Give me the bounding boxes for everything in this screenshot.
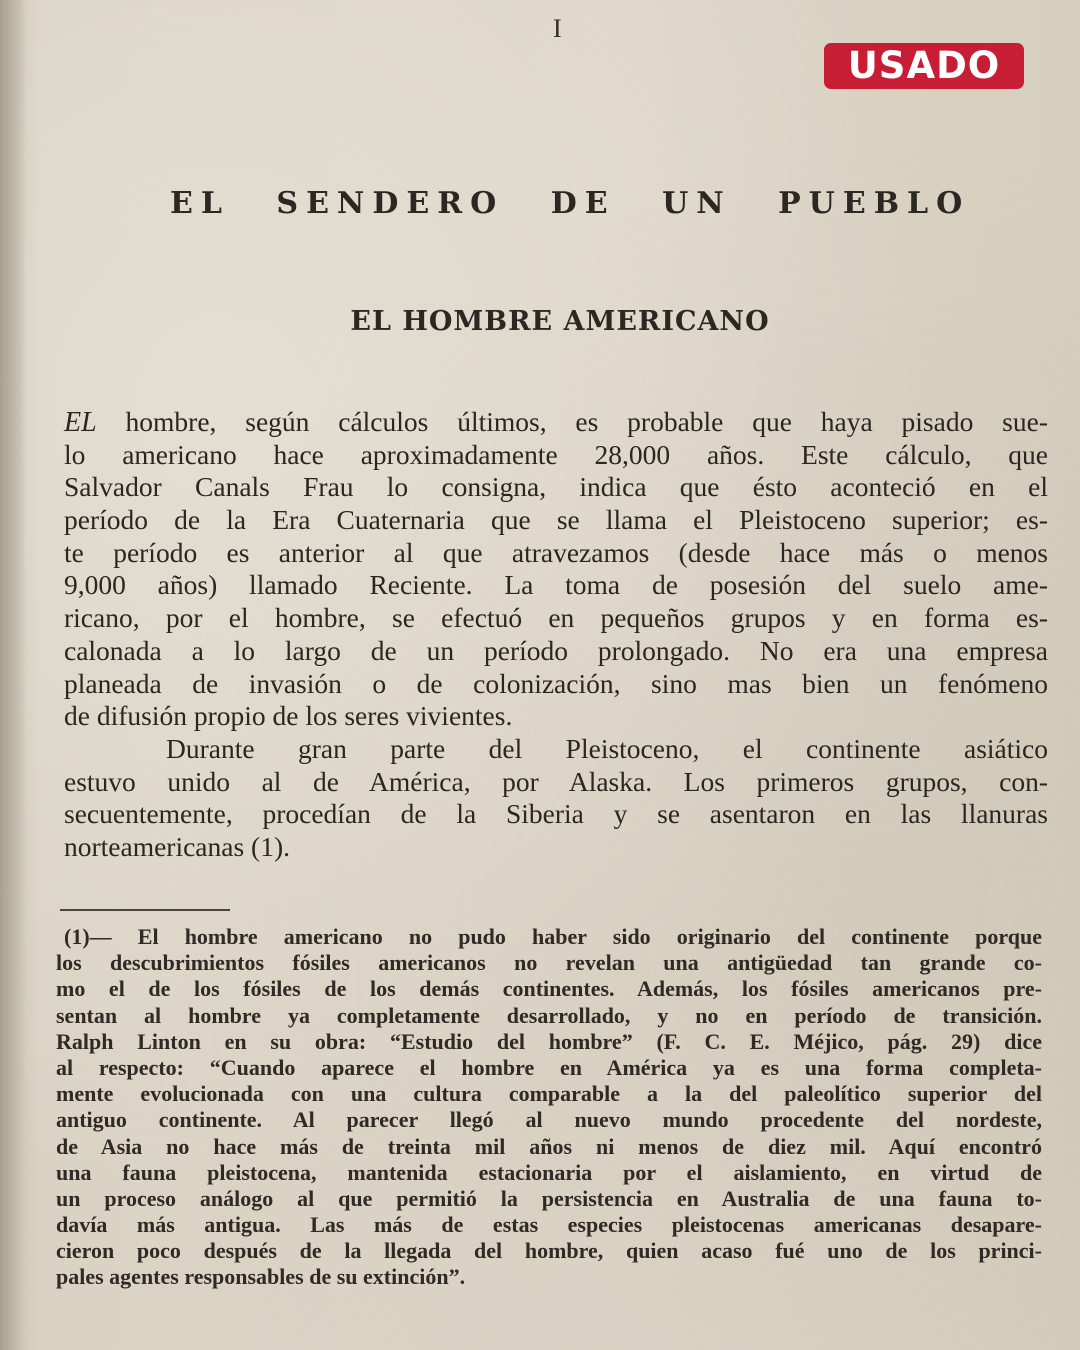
body-line: período de la Era Cuaternaria que se llama el Pleistoceno superior; es-: [64, 504, 1048, 536]
section-subtitle: EL HOMBRE AMERICANO: [350, 306, 770, 337]
footnote-line: pales agentes responsables de su extinción”.: [56, 1264, 466, 1290]
footnote-line: davía más antigua. Las más de estas especies pleistocenas americanas desapare-: [56, 1212, 1042, 1238]
footnote-divider: [60, 909, 230, 911]
footnote-line: sentan al hombre ya completamente desarrollado, y no en período de transición.: [56, 1002, 1042, 1028]
body-line: ricano, por el hombre, se efectuó en pequeños grupos y en forma es-: [64, 602, 1048, 634]
footnote-line: de Asia no hace más de treinta mil años ni menos de diez mil. Aquí encontró: [56, 1133, 1042, 1159]
body-line: secuentemente, procedían de la Siberia y se asentaron en las llanuras: [64, 798, 1048, 830]
footnote-line: los descubrimientos fósiles americanos no revelan una antigüedad tan grande co-: [56, 950, 1042, 976]
chapter-number: I: [553, 14, 562, 43]
body-line: estuvo unido al de América, por Alaska. Los primeros grupos, con-: [64, 765, 1048, 797]
body-line: norteamericanas (1).: [64, 830, 290, 862]
footnote-line: (1)— El hombre americano no pudo haber sido originario del continente porque: [64, 924, 1042, 949]
body-line: Salvador Canals Frau lo consigna, indica que ésto aconteció en el: [64, 471, 1048, 503]
footnote-line: antiguo continente. Al parecer llegó al nuevo mundo procedente del nordeste,: [56, 1107, 1042, 1133]
page-binding-edge: [0, 0, 26, 1350]
body-line: planeada de invasión o de colonización, sino mas bien un fenómeno: [64, 667, 1048, 699]
footnote-line: una fauna pleistocena, mantenida estacionaria por el aislamiento, en virtud de: [56, 1159, 1042, 1185]
body-line: EL hombre, según cálculos últimos, es probable que haya pisado sue-: [64, 406, 1048, 438]
page-title: EL SENDERO DE UN PUEBLO: [170, 186, 971, 221]
body-line: Durante gran parte del Pleistoceno, el continente asiático: [166, 732, 1048, 764]
footnote-line: cieron poco después de la llegada del hombre, quien acaso fué uno de los princi-: [56, 1238, 1042, 1264]
footnote: [56, 924, 1042, 1291]
footnote-line: un proceso análogo al que permitió la persistencia en Australia de una fauna to-: [56, 1185, 1042, 1211]
drop-cap: EL: [64, 407, 97, 438]
footnote-line: Ralph Linton en su obra: “Estudio del hombre” (F. C. E. Méjico, pág. 29) dice: [56, 1028, 1042, 1054]
body-line: lo americano hace aproximadamente 28,000 años. Este cálculo, que: [64, 438, 1048, 470]
body-paragraphs: [64, 406, 1048, 864]
used-badge: USADO: [824, 43, 1024, 89]
body-line: te período es anterior al que atravezamos (desde hace más o menos: [64, 536, 1048, 568]
footnote-line: mente evolucionada con una cultura comparable a la del paleolítico superior del: [56, 1081, 1042, 1107]
footnote-line: al respecto: “Cuando aparece el hombre en América ya es una forma completa-: [56, 1054, 1042, 1080]
footnote-line: mo el de los fósiles de los demás continentes. Además, los fósiles americanos pre-: [56, 976, 1042, 1002]
body-line: 9,000 años) llamado Reciente. La toma de posesión del suelo ame-: [64, 569, 1048, 601]
body-line: calonada a lo largo de un período prolongado. No era una empresa: [64, 634, 1048, 666]
body-line: de difusión propio de los seres vivientes.: [64, 700, 513, 732]
